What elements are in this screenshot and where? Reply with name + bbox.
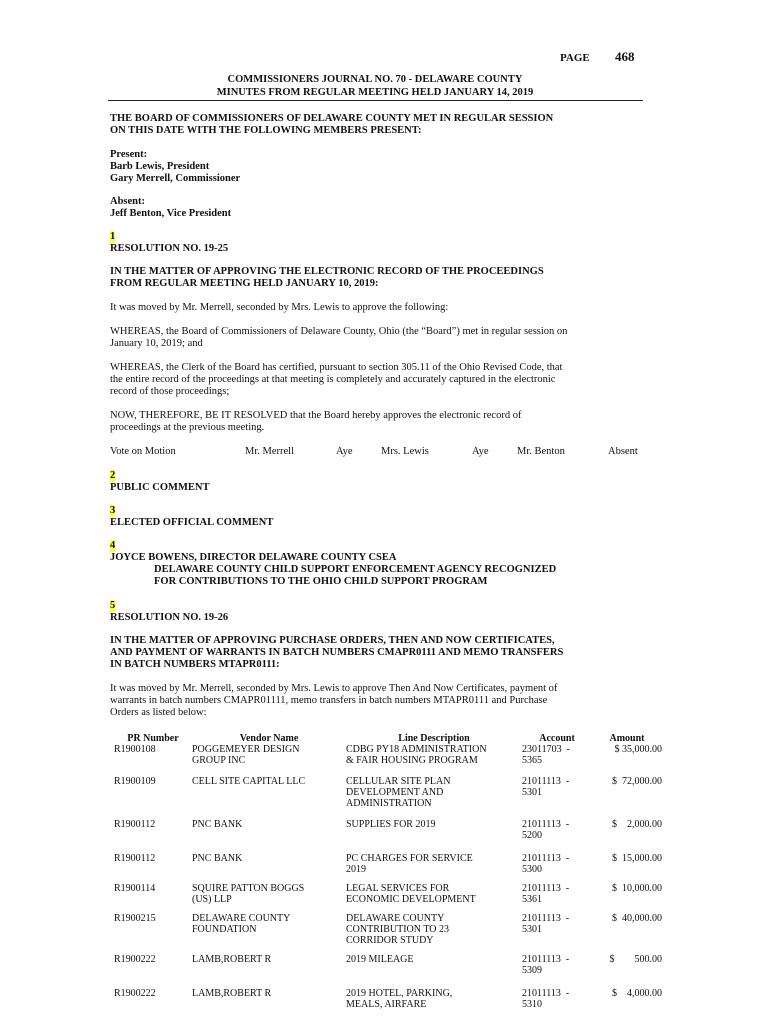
description-cell [346,776,522,819]
pr-number-cell [110,883,192,913]
table-row [110,819,662,853]
account-cell-line: 21011113 - [522,819,570,830]
resolved-text: NOW, THEREFORE, BE IT RESOLVED that the Board hereby approves the electronic record of [110,410,522,421]
vendor-cell [192,776,346,819]
account-cell [522,913,592,954]
page-number: 468 [615,49,635,64]
description-cell-line: LEGAL SERVICES FOR [346,883,450,894]
account-cell-line: 5200 [522,830,542,841]
amount-cell-line: $ 10,000.00 [612,883,662,894]
table-row [110,776,662,819]
resolution-number: RESOLUTION NO. 19-25 [110,243,229,254]
purchase-orders-table [110,733,662,1010]
vendor-cell-line: (US) LLP [192,894,232,905]
resolution-title: IN THE MATTER OF APPROVING THE ELECTRONIC RECORD OF THE PROCEEDINGS [110,266,544,277]
present-label: Present: [110,149,148,160]
vote-value: Aye [472,446,489,457]
amount-cell [592,954,662,988]
vendor-cell-line: GROUP INC [192,755,246,766]
resolution-number: RESOLUTION NO. 19-26 [110,612,229,623]
description-cell-line: CORRIDOR STUDY [346,935,434,946]
pr-number-cell-line: R1900112 [114,853,156,864]
item-number: 2 [110,470,116,481]
item-subtitle: DELAWARE COUNTY CHILD SUPPORT ENFORCEMENT AGENCY RECOGNIZED [154,564,557,575]
description-cell-line: CELLULAR SITE PLAN [346,776,451,787]
minutes-title: MINUTES FROM REGULAR MEETING HELD JANUARY 14, 2019 [216,87,534,98]
motion-text: It was moved by Mr. Merrell, seconded by Mrs. Lewis to approve the following: [110,302,449,313]
amount-cell-line: $ 72,000.00 [612,776,662,787]
vendor-cell-line: POGGEMEYER DESIGN [192,744,300,755]
amount-cell-line: $ 500.00 [609,954,662,965]
account-cell-line: 21011113 - [522,776,570,787]
column-header-description: Line Description [398,733,470,744]
amount-cell-line: $ 2,000.00 [612,819,662,830]
vendor-cell-line: PNC BANK [192,819,243,830]
amount-cell [592,853,662,883]
absent-label: Absent: [110,196,146,207]
account-cell-line: 21011113 - [522,913,570,924]
description-cell-line: SUPPLIES FOR 2019 [346,819,436,830]
intro-line-1: THE BOARD OF COMMISSIONERS OF DELAWARE COUNTY MET IN REGULAR SESSION [110,113,554,124]
column-header-vendor: Vendor Name [239,733,299,744]
table-body [110,744,662,1010]
vote-member: Mr. Benton [517,446,565,457]
vendor-cell-line: CELL SITE CAPITAL LLC [192,776,306,787]
table-header-row [110,733,662,744]
whereas-text: WHEREAS, the Board of Commissioners of Delaware County, Ohio (the “Board”) met in regular session on [110,326,568,337]
item-title: JOYCE BOWENS, DIRECTOR DELAWARE COUNTY CSEA [110,552,397,563]
description-cell-line: & FAIR HOUSING PROGRAM [346,755,478,766]
amount-cell [592,988,662,1010]
resolution-title: FROM REGULAR MEETING HELD JANUARY 10, 2019: [110,278,379,289]
vendor-cell [192,883,346,913]
vote-member: Mrs. Lewis [381,446,429,457]
pr-number-cell-line: R1900215 [114,913,156,924]
account-cell-line: 23011703 - [522,744,570,755]
amount-cell-line: $ 15,000.00 [612,853,662,864]
table-row [110,954,662,988]
account-cell [522,744,592,776]
item-title: PUBLIC COMMENT [110,482,210,493]
vendor-cell [192,853,346,883]
description-cell [346,744,522,776]
description-cell-line: CONTRIBUTION TO 23 [346,924,449,935]
resolution-title: IN BATCH NUMBERS MTAPR0111: [110,659,280,670]
description-cell [346,883,522,913]
vendor-cell-line: FOUNDATION [192,924,257,935]
vendor-cell [192,744,346,776]
whereas-text: WHEREAS, the Clerk of the Board has certified, pursuant to section 305.11 of the Ohio Revised Code, that [110,362,563,373]
vendor-cell-line: DELAWARE COUNTY [192,913,291,924]
pr-number-cell-line: R1900222 [114,954,156,965]
page-label: PAGE [560,52,590,64]
vendor-cell-line: LAMB,ROBERT R [192,988,272,999]
account-cell-line: 21011113 - [522,954,570,965]
vote-value: Aye [336,446,353,457]
account-cell-line: 5301 [522,924,542,935]
account-cell-line: 21011113 - [522,988,570,999]
column-header-account: Account [539,733,575,744]
vendor-cell [192,988,346,1010]
whereas-text: January 10, 2019; and [110,338,203,349]
amount-cell [592,819,662,853]
account-cell-line: 5361 [522,894,542,905]
item-title: ELECTED OFFICIAL COMMENT [110,517,274,528]
resolution-title: AND PAYMENT OF WARRANTS IN BATCH NUMBERS CMAPR0111 AND MEMO TRANSFERS [110,647,564,658]
account-cell-line: 5310 [522,999,542,1010]
description-cell-line: DELAWARE COUNTY [346,913,445,924]
resolved-text: proceedings at the previous meeting. [110,422,265,433]
description-cell-line: PC CHARGES FOR SERVICE [346,853,473,864]
vendor-cell [192,819,346,853]
pr-number-cell [110,819,192,853]
item-number: 4 [110,540,116,551]
table-row [110,853,662,883]
vendor-cell [192,913,346,954]
table-row [110,883,662,913]
vote-member: Mr. Merrell [245,446,294,457]
account-cell-line: 5309 [522,965,542,976]
motion-text: warrants in batch numbers CMAPR01111, memo transfers in batch numbers MTAPR0111 and Purchase [110,695,548,706]
amount-cell [592,883,662,913]
account-cell-line: 21011113 - [522,883,570,894]
account-cell [522,954,592,988]
description-cell-line: MEALS, AIRFARE [346,999,427,1010]
amount-cell [592,744,662,776]
column-header-pr-number: PR Number [127,733,179,744]
pr-number-cell [110,988,192,1010]
vote-value: Absent [608,446,638,457]
item-number: 5 [110,600,116,611]
account-cell-line: 5301 [522,787,542,798]
account-cell-line: 21011113 - [522,853,570,864]
present-member: Barb Lewis, President [110,161,210,172]
item-number: 3 [110,505,116,516]
description-cell-line: 2019 [346,864,366,875]
vendor-cell-line: LAMB,ROBERT R [192,954,272,965]
description-cell-line: ADMINISTRATION [346,798,432,809]
account-cell [522,988,592,1010]
absent-member: Jeff Benton, Vice President [110,208,232,219]
item-number: 1 [110,231,116,242]
description-cell [346,954,522,988]
vendor-cell-line: SQUIRE PATTON BOGGS [192,883,305,894]
present-member: Gary Merrell, Commissioner [110,173,241,184]
pr-number-cell [110,913,192,954]
pr-number-cell [110,776,192,819]
amount-cell [592,913,662,954]
column-header-amount: Amount [609,733,645,744]
vendor-cell-line: PNC BANK [192,853,243,864]
pr-number-cell [110,744,192,776]
description-cell-line: ECONOMIC DEVELOPMENT [346,894,476,905]
amount-cell [592,776,662,819]
whereas-text: record of those proceedings; [110,386,230,397]
journal-title: COMMISSIONERS JOURNAL NO. 70 - DELAWARE COUNTY [227,74,523,85]
description-cell [346,853,522,883]
amount-cell-line: $ 35,000.00 [614,744,662,755]
item-subtitle: FOR CONTRIBUTIONS TO THE OHIO CHILD SUPPORT PROGRAM [154,576,488,587]
resolution-title: IN THE MATTER OF APPROVING PURCHASE ORDERS, THEN AND NOW CERTIFICATES, [110,635,555,646]
table-row [110,913,662,954]
vendor-cell [192,954,346,988]
description-cell-line: 2019 MILEAGE [346,954,414,965]
description-cell [346,988,522,1010]
motion-text: Orders as listed below: [110,707,207,718]
pr-number-cell-line: R1900114 [114,883,156,894]
description-cell [346,913,522,954]
vote-label: Vote on Motion [110,446,176,457]
description-cell-line: 2019 HOTEL, PARKING, [346,988,453,999]
pr-number-cell [110,954,192,988]
whereas-text: the entire record of the proceedings at that meeting is completely and accurately captured in the electronic [110,374,556,385]
account-cell [522,853,592,883]
header-divider [108,100,643,101]
description-cell-line: DEVELOPMENT AND [346,787,444,798]
account-cell [522,776,592,819]
intro-line-2: ON THIS DATE WITH THE FOLLOWING MEMBERS PRESENT: [110,125,422,136]
account-cell-line: 5300 [522,864,542,875]
motion-text: It was moved by Mr. Merrell, seconded by Mrs. Lewis to approve Then And Now Certificates, payment of [110,683,558,694]
table-row [110,988,662,1010]
description-cell [346,819,522,853]
account-cell-line: 5365 [522,755,542,766]
amount-cell-line: $ 40,000.00 [612,913,662,924]
amount-cell-line: $ 4,000.00 [612,988,662,999]
description-cell-line: CDBG PY18 ADMINISTRATION [346,744,487,755]
pr-number-cell-line: R1900112 [114,819,156,830]
pr-number-cell-line: R1900109 [114,776,156,787]
pr-number-cell [110,853,192,883]
pr-number-cell-line: R1900108 [114,744,156,755]
account-cell [522,883,592,913]
pr-number-cell-line: R1900222 [114,988,156,999]
table-row [110,744,662,776]
account-cell [522,819,592,853]
